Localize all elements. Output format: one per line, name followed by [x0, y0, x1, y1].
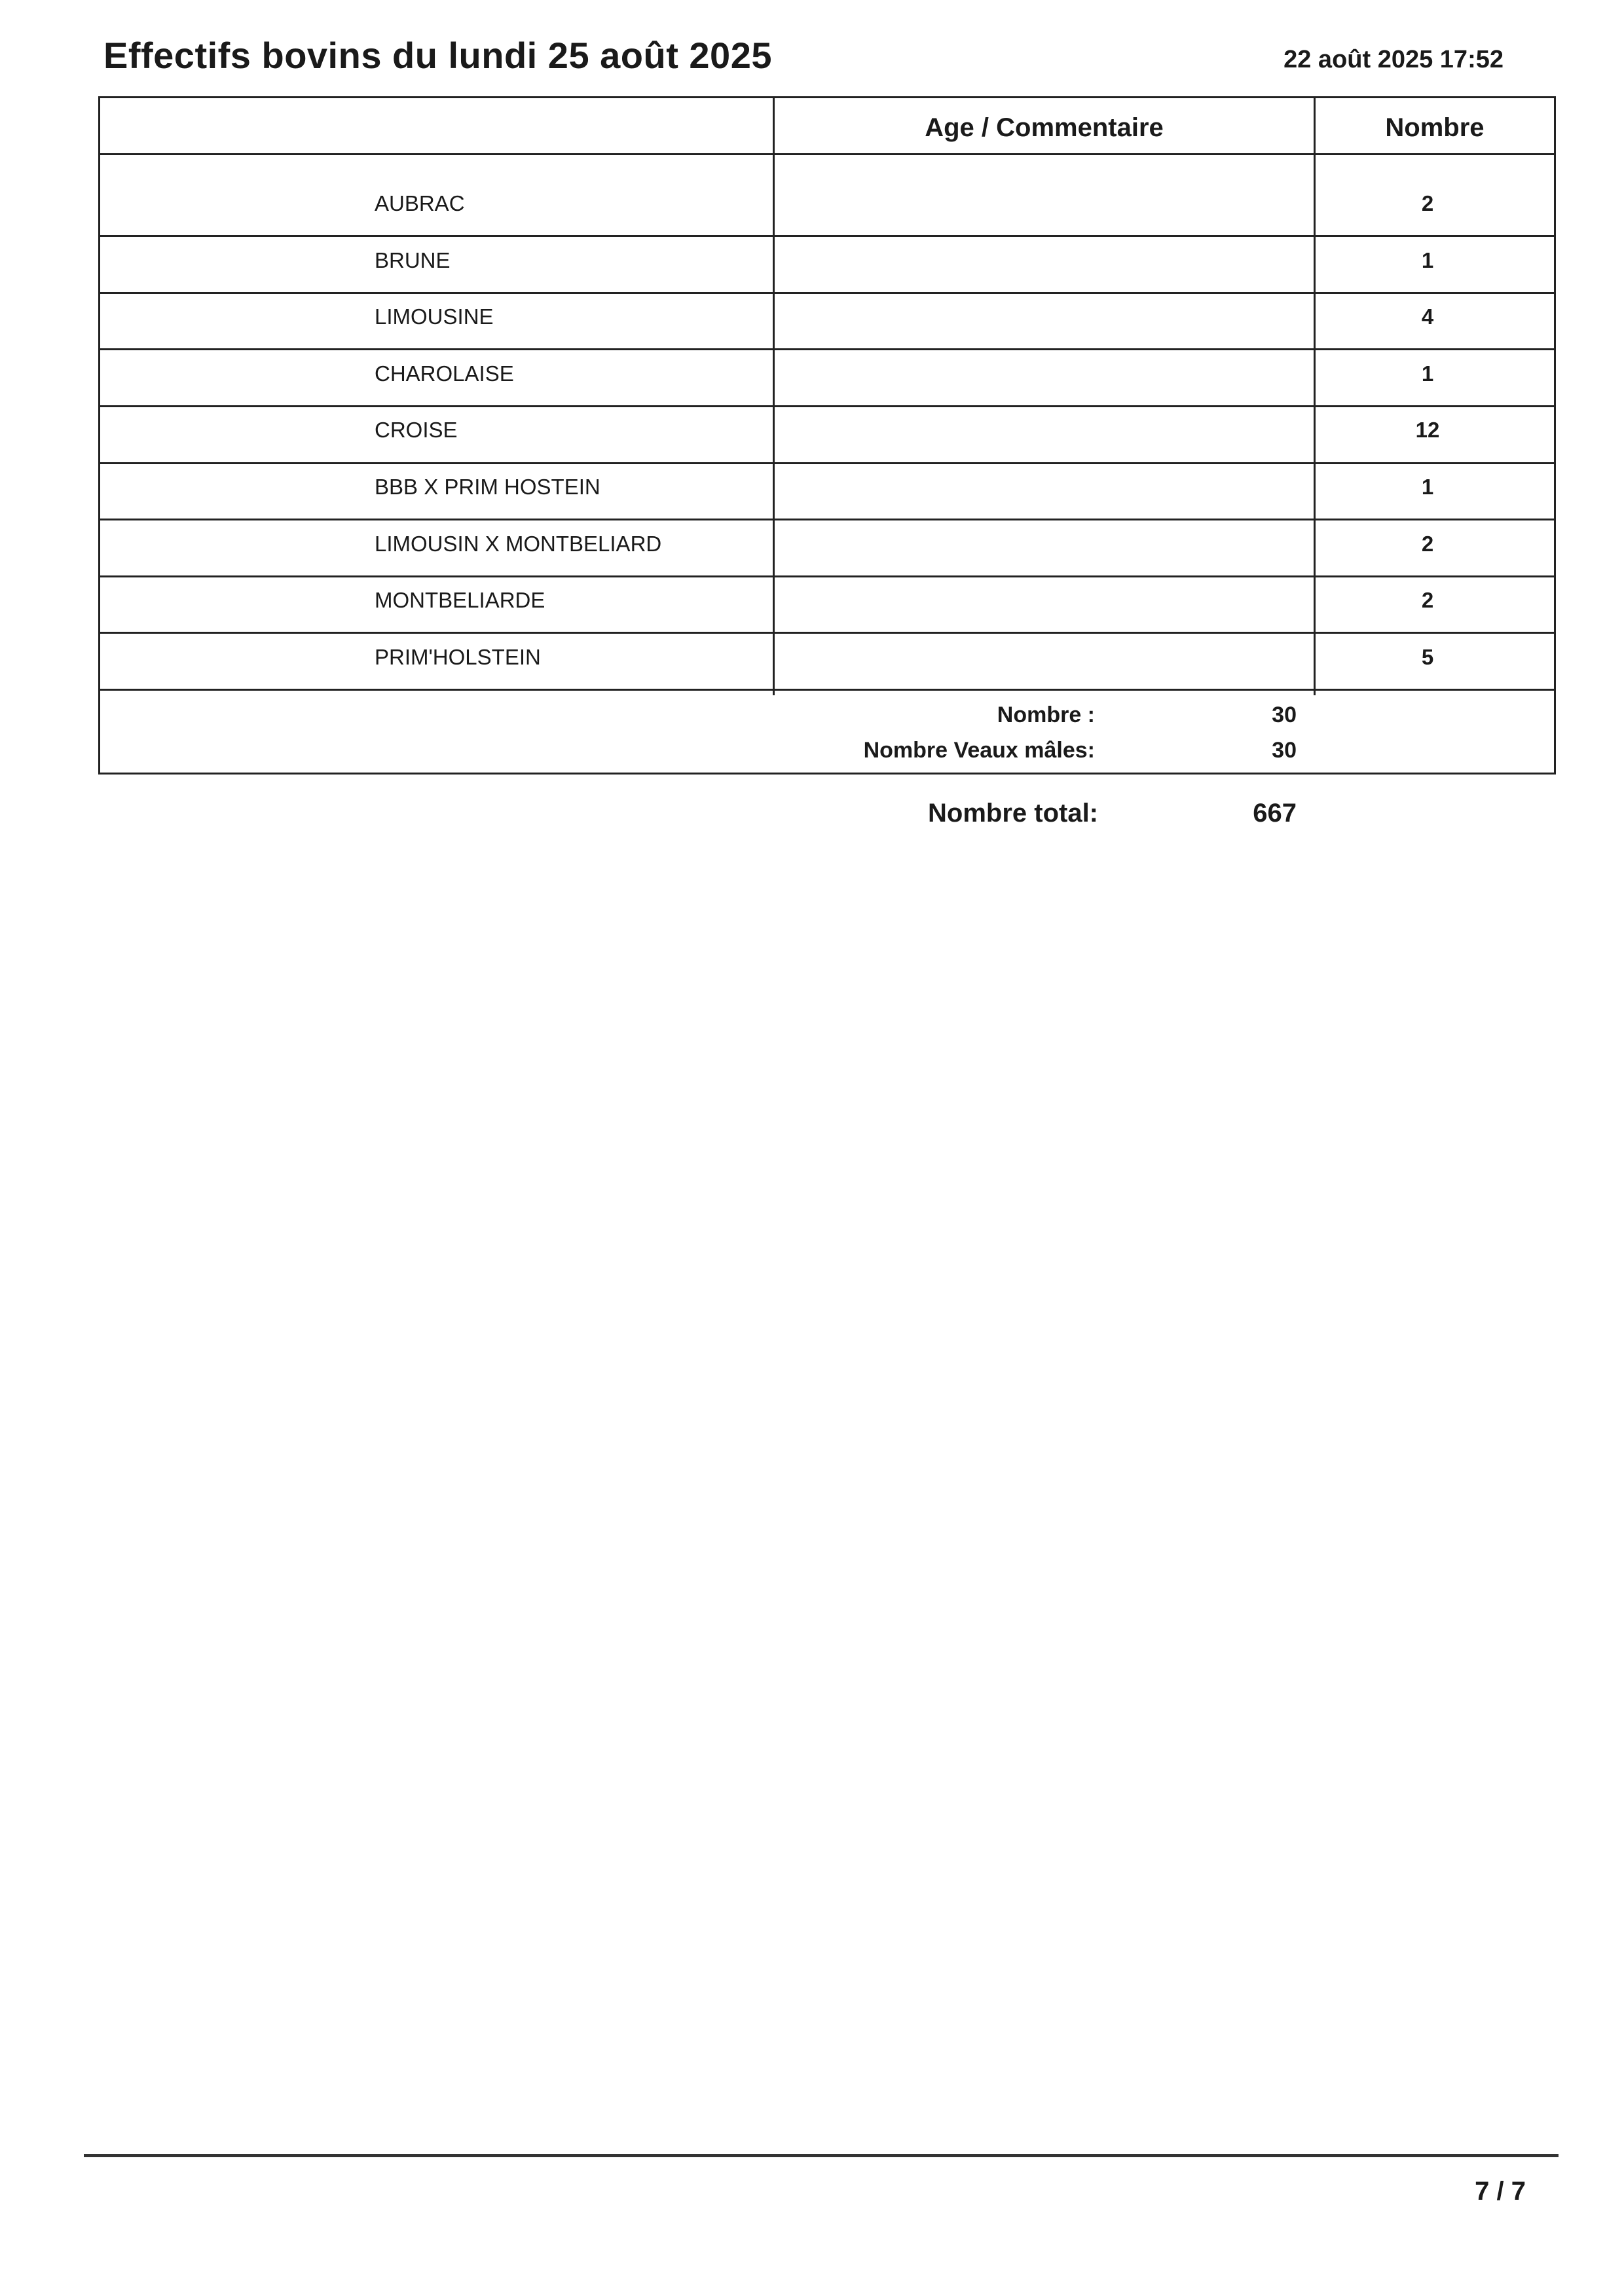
breed-name: CROISE	[375, 418, 458, 442]
breed-count: 1	[1421, 361, 1434, 386]
column-header-age-comment: Age / Commentaire	[925, 113, 1164, 142]
page-title: Effectifs bovins du lundi 25 août 2025	[103, 35, 772, 76]
column-divider	[1314, 96, 1316, 695]
footer-divider	[84, 2154, 1559, 2157]
breed-name: AUBRAC	[375, 191, 465, 215]
breed-count: 2	[1421, 532, 1434, 556]
row-divider	[98, 462, 1556, 464]
row-divider	[98, 519, 1556, 520]
print-timestamp: 22 août 2025 17:52	[1283, 46, 1504, 73]
row-divider	[98, 575, 1556, 577]
breed-name: PRIM'HOLSTEIN	[375, 645, 541, 669]
summary-divider	[98, 689, 1556, 691]
summary-nombre-label: Nombre :	[997, 702, 1095, 727]
breed-name: BBB X PRIM HOSTEIN	[375, 475, 600, 499]
row-divider	[98, 235, 1556, 237]
breed-count: 4	[1421, 304, 1434, 329]
total-label: Nombre total:	[928, 799, 1098, 828]
breed-count: 1	[1421, 475, 1434, 499]
row-divider	[98, 405, 1556, 407]
page-number: 7 / 7	[1475, 2177, 1526, 2206]
breed-count: 2	[1421, 191, 1434, 215]
breed-name: BRUNE	[375, 248, 451, 272]
summary-nombre-value: 30	[1272, 702, 1297, 727]
breed-count: 5	[1421, 645, 1434, 669]
row-divider	[98, 632, 1556, 634]
breed-name: MONTBELIARDE	[375, 588, 545, 612]
breed-count: 2	[1421, 588, 1434, 612]
row-divider	[98, 292, 1556, 294]
breed-name: CHAROLAISE	[375, 361, 514, 386]
breed-count: 1	[1421, 248, 1434, 272]
breed-name: LIMOUSIN X MONTBELIARD	[375, 532, 662, 556]
breed-count: 12	[1415, 418, 1440, 442]
breed-name: LIMOUSINE	[375, 304, 494, 329]
total-value: 667	[1253, 799, 1297, 828]
row-divider	[98, 348, 1556, 350]
summary-veaux-label: Nombre Veaux mâles:	[863, 738, 1095, 763]
summary-veaux-value: 30	[1272, 738, 1297, 763]
column-header-nombre: Nombre	[1385, 113, 1485, 142]
header-row-divider	[98, 153, 1556, 155]
column-divider	[773, 96, 775, 695]
